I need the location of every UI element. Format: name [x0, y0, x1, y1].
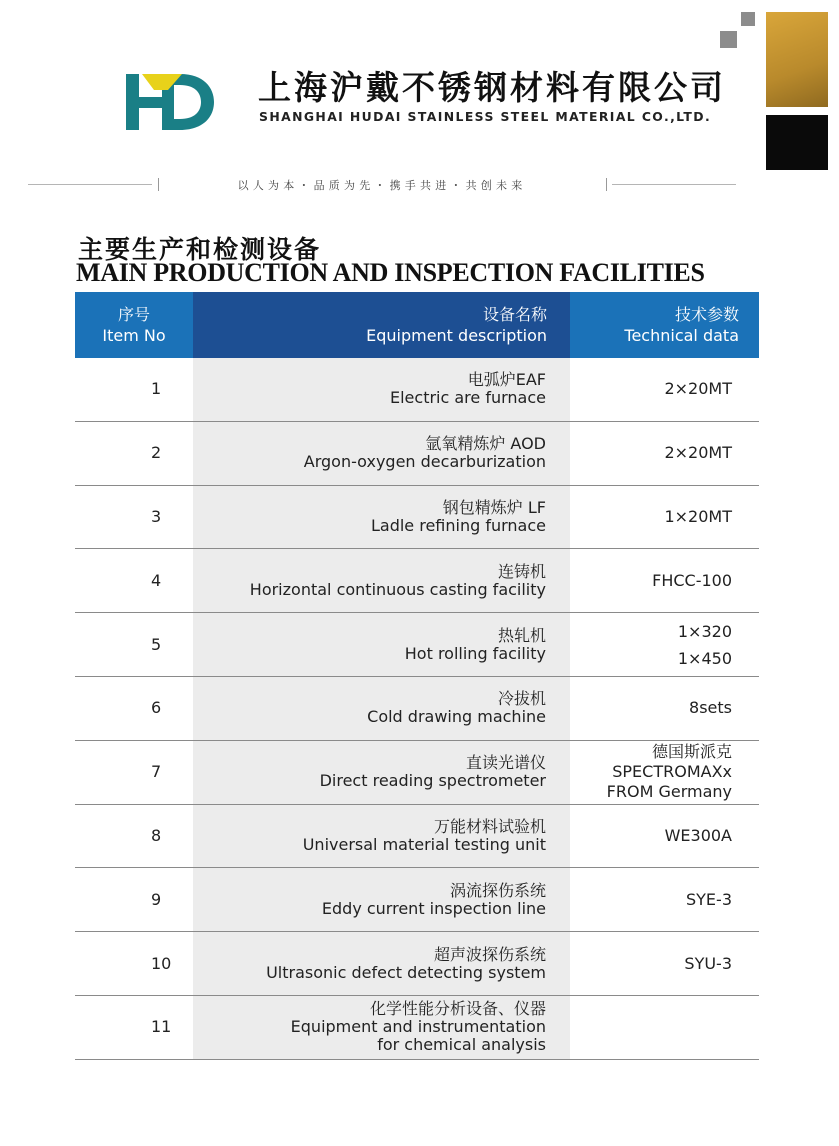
header-item-no-en: Item No	[102, 326, 166, 345]
technical-data	[570, 996, 759, 1059]
equipment-description	[193, 486, 570, 549]
technical-value: 8sets	[689, 698, 732, 718]
technical-value: 2×20MT	[664, 379, 732, 399]
technical-value: 1×20MT	[664, 506, 732, 526]
equipment-name-cn: 直读光谱仪	[465, 753, 546, 773]
item-no: 4	[151, 570, 162, 590]
equipment-name-en: Ladle refining furnace	[370, 515, 546, 535]
item-no: 7	[151, 762, 162, 782]
company-logo	[124, 70, 216, 134]
table-row	[75, 868, 759, 932]
technical-data	[570, 613, 759, 676]
item-no: 8	[151, 825, 162, 845]
equipment-name-cn: 万能材料试验机	[433, 816, 546, 836]
technical-data	[570, 868, 759, 931]
equipment-description	[193, 613, 570, 676]
equipment-description	[193, 805, 570, 868]
motto-bar-right	[606, 178, 607, 191]
technical-value: WE300A	[664, 825, 732, 845]
equipment-name-cn: 冷拔机	[497, 689, 546, 709]
motto-divider-right	[612, 184, 736, 185]
equipment-description	[193, 868, 570, 931]
equipment-name-en: Cold drawing machine	[367, 707, 546, 727]
equipment-name-en: Argon-oxygen decarburization	[303, 452, 546, 472]
equipment-name-cn: 化学性能分析设备、仪器	[369, 999, 546, 1019]
technical-value: SYU-3	[684, 953, 732, 973]
item-no: 2	[151, 443, 162, 463]
equipment-description	[193, 741, 570, 804]
equipment-name-cn: 涡流探伤系统	[449, 880, 546, 900]
technical-data	[570, 486, 759, 549]
section-title-en: MAIN PRODUCTION AND INSPECTION FACILITIES	[76, 258, 705, 287]
technical-data	[570, 422, 759, 485]
equipment-name-en: Eddy current inspection line	[321, 898, 546, 918]
equipment-description	[193, 358, 570, 421]
technical-data	[570, 677, 759, 740]
technical-data	[570, 932, 759, 995]
table-row	[75, 932, 759, 996]
item-no: 1	[151, 379, 162, 399]
motto-bar-left	[158, 178, 159, 191]
table-row	[75, 422, 759, 486]
header-equipment	[193, 292, 570, 358]
table-row	[75, 358, 759, 422]
equipment-name-en: Direct reading spectrometer	[319, 771, 546, 791]
technical-data	[570, 805, 759, 868]
company-name-cn: 上海沪戴不锈钢材料有限公司	[258, 68, 726, 107]
decor-square-gray	[720, 31, 737, 48]
equipment-name-en: Universal material testing unit	[302, 834, 546, 854]
equipment-description	[193, 932, 570, 995]
header-technical-en: Technical data	[624, 326, 739, 345]
header-item-no-cn: 序号	[117, 305, 150, 324]
technical-value: 2×20MT	[664, 443, 732, 463]
decor-block-black	[766, 115, 828, 170]
header-equipment-en: Equipment description	[366, 326, 547, 345]
technical-value: SYE-3	[686, 889, 732, 909]
technical-value: FROM Germany	[606, 782, 732, 802]
decor-block-gold	[766, 12, 828, 107]
table-row	[75, 996, 759, 1060]
equipment-name-cn: 热轧机	[497, 625, 546, 645]
equipment-name-en: Hot rolling facility	[404, 643, 546, 663]
motto-divider-left	[28, 184, 152, 185]
equipment-name-en: Equipment and instrumentation	[290, 1017, 546, 1037]
table-row	[75, 741, 759, 805]
equipment-description	[193, 677, 570, 740]
item-no: 5	[151, 634, 162, 654]
table-row	[75, 549, 759, 613]
technical-data	[570, 358, 759, 421]
header-item-no	[75, 292, 193, 358]
decor-square-gray	[741, 12, 755, 26]
equipment-description	[193, 549, 570, 612]
equipment-name-cn: 钢包精炼炉 LF	[442, 497, 546, 517]
table-row	[75, 613, 759, 677]
technical-value: SPECTROMAXx	[612, 762, 732, 782]
table-row	[75, 805, 759, 869]
equipment-name-cn: 连铸机	[497, 561, 546, 581]
header-technical	[570, 292, 759, 358]
equipment-name-cn: 电弧炉EAF	[467, 370, 546, 390]
equipment-name-cn: 超声波探伤系统	[433, 944, 546, 964]
equipment-name-en: for chemical analysis	[377, 1035, 546, 1055]
table-header	[75, 292, 759, 358]
equipment-description	[193, 422, 570, 485]
technical-data	[570, 741, 759, 804]
table-row	[75, 486, 759, 550]
equipment-name-en: Ultrasonic defect detecting system	[266, 962, 546, 982]
facilities-table	[75, 292, 759, 1060]
item-no: 6	[151, 698, 162, 718]
table-row	[75, 677, 759, 741]
technical-value: 1×320	[677, 621, 732, 641]
company-motto: 以人为本・品质为先・携手共进・共创未来	[237, 179, 527, 192]
equipment-description	[193, 996, 570, 1059]
technical-data	[570, 549, 759, 612]
equipment-name-en: Electric are furnace	[390, 388, 546, 408]
section-title-cn: 主要生产和检测设备	[78, 235, 322, 264]
technical-value: 1×450	[677, 648, 732, 668]
item-no: 3	[151, 506, 162, 526]
technical-value: FHCC-100	[652, 570, 732, 590]
item-no: 11	[151, 1017, 172, 1037]
equipment-name-cn: 氩氧精炼炉 AOD	[425, 434, 546, 454]
header-technical-cn: 技术参数	[674, 305, 739, 324]
header-equipment-cn: 设备名称	[482, 305, 547, 324]
technical-value: 德国斯派克	[651, 742, 732, 762]
equipment-name-en: Horizontal continuous casting facility	[249, 579, 546, 599]
table-body	[75, 358, 759, 1060]
company-name-en: SHANGHAI HUDAI STAINLESS STEEL MATERIAL CO.,LTD.	[259, 109, 712, 124]
item-no: 9	[151, 889, 162, 909]
item-no: 10	[151, 953, 172, 973]
